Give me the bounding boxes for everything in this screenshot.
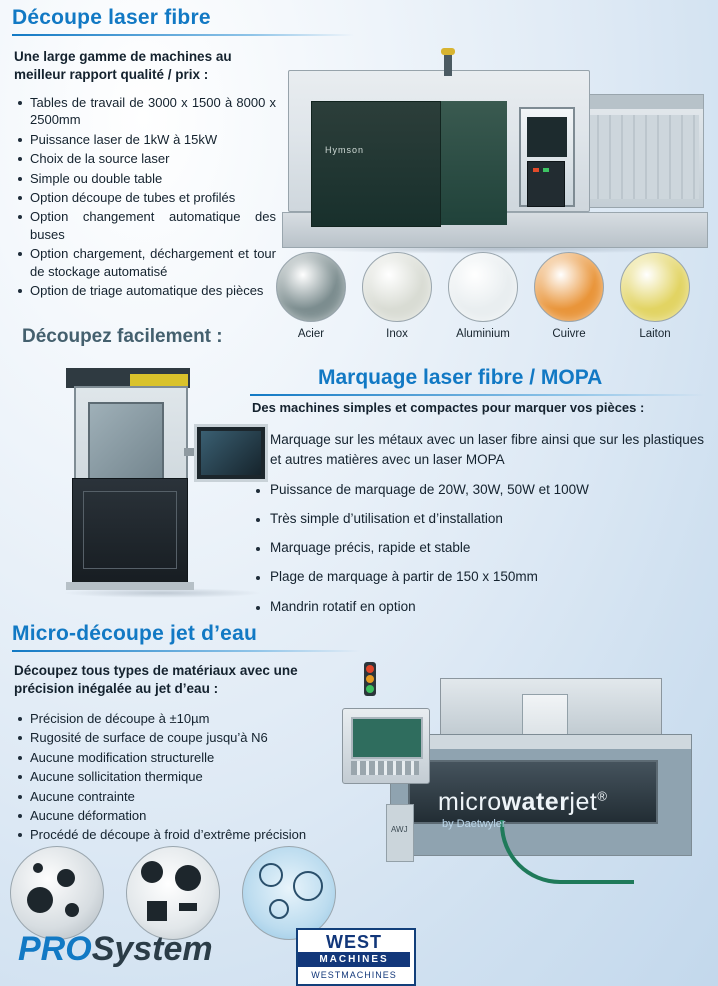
sample-hole [57,869,75,887]
machine-control-panel [527,161,565,207]
sample-pattern [147,901,167,921]
waterjet-side-unit [386,804,414,862]
machine-foot [66,582,194,590]
list-item: Rugosité de surface de coupe jusqu’à N6 [14,729,360,746]
list-item: Mandrin rotatif en option [252,597,704,617]
section-2-bullet-list [252,430,704,626]
status-led-red [533,168,539,172]
list-item: Option de triage automatique des pièces [14,282,276,299]
waterjet-hose [500,820,634,884]
sample-hole [27,887,53,913]
material-swatch [276,252,346,340]
material-label: Laiton [639,328,671,340]
material-label: Inox [386,328,408,340]
machine-body [288,70,590,212]
list-item: Option chargement, déchargement et tour de stockage automatisé [14,245,276,280]
list-item: Précision de découpe à ±10µm [14,710,360,727]
material-label: Cuivre [552,328,586,340]
list-item: Plage de marquage à partir de 150 x 150mm [252,567,704,587]
logo-part-micro: micro [438,788,502,816]
sample-disc-metal [10,846,104,940]
monitor [194,424,268,482]
side-unit-label: AWJ [391,825,408,834]
logo-part-water: water [501,788,570,816]
section-1-subtitle: Découpez facilement : [22,326,223,347]
material-label: Aluminium [456,328,510,340]
cabinet-door [83,491,177,569]
waterjet-brand-logo [438,788,607,817]
section-3-divider [12,650,360,652]
section-2-title: Marquage laser fibre / MOPA [318,366,603,389]
logo-part-jet: jet [569,788,598,816]
list-item: Choix de la source laser [14,150,276,167]
sample-pattern [141,861,163,883]
cnc-buttons [351,761,419,775]
list-item: Aucune contrainte [14,788,360,805]
material-swatch [620,252,690,340]
machine-dark-panel [311,101,441,227]
material-disc [362,252,432,322]
window-pane [527,117,567,157]
material-label: Acier [297,328,325,340]
signal-tower-icon [364,662,376,696]
cnc-control-unit [342,708,430,784]
section-2-lead: Des machines simples et compactes pour marquer vos pièces : [252,400,645,415]
list-item: Simple ou double table [14,170,276,187]
section-1-divider [12,34,354,36]
sample-pattern [269,899,289,919]
machine-signal-mast [444,54,452,76]
west-logo-line-1: WEST [326,932,382,952]
section-2-divider [250,394,706,396]
machine-enclosure-right [582,94,704,208]
enclosure-slats [587,115,699,199]
sample-pattern [175,865,201,891]
monitor-screen [201,431,261,475]
registered-mark: ® [597,788,608,804]
section-3-bullet-list [14,710,360,846]
signal-red [366,665,374,673]
status-led-green [543,168,549,172]
machine-dark-panel-2 [441,101,507,225]
west-logo-line-3: WESTMACHINES [311,970,397,980]
signal-orange [366,675,374,683]
west-machines-logo [296,928,416,986]
machine-brand-label: Hymson [325,145,365,155]
materials-swatch-row [276,252,702,350]
section-1-bullet-list [14,94,276,301]
list-item: Puissance de marquage de 20W, 30W, 50W et 100W [252,480,704,500]
company-logo [18,930,213,969]
section-3-lead: Découpez tous types de matériaux avec une précision inégalée au jet d’eau : [14,663,298,696]
list-item: Aucune sollicitation thermique [14,768,360,785]
material-swatch [448,252,518,340]
material-disc [448,252,518,322]
sample-disc-patterns [126,846,220,940]
section-1-lead: Une large gamme de machines au meilleur rapport qualité / prix : [14,49,232,82]
list-item: Option changement automatique des buses [14,208,276,243]
list-item: Procédé de découpe à froid d’extrême précision [14,826,360,843]
material-swatch [534,252,604,340]
signal-green [366,685,374,693]
list-item: Marquage précis, rapide et stable [252,538,704,558]
sample-pattern [293,871,323,901]
material-disc [620,252,690,322]
machine-cabinet [72,478,188,584]
section-1-title: Découpe laser fibre [12,6,211,29]
waterjet-brand-sub: by Daetwyler [442,818,506,830]
sample-hole [65,903,79,917]
material-swatch [362,252,432,340]
enclosure-top-bar [583,95,703,109]
sample-disc-micro-parts [242,846,336,940]
west-logo-line-2: MACHINES [298,952,410,967]
list-item: Option découpe de tubes et profilés [14,189,276,206]
list-item: Marquage sur les métaux avec un laser fibre ainsi que sur les plastiques et autres matières avec un laser MOPA [252,430,704,471]
material-disc [276,252,346,322]
laser-cutting-machine-photo [282,48,706,248]
list-item: Très simple d’utilisation et d’installation [252,509,704,529]
section-3-title: Micro-découpe jet d’eau [12,622,257,645]
logo-prefix: PRO [18,930,92,968]
material-disc [534,252,604,322]
sample-hole [33,863,43,873]
sample-pattern [179,903,197,911]
marking-machine-yellow-trim [130,374,188,386]
laser-marking-machine-photo [44,368,274,598]
list-item: Aucune déformation [14,807,360,824]
list-item: Aucune modification structurelle [14,749,360,766]
list-item: Puissance laser de 1kW à 15kW [14,131,276,148]
list-item: Tables de travail de 3000 x 1500 à 8000 x 2500mm [14,94,276,129]
waterjet-machine-photo [330,648,708,896]
sample-pattern [259,863,283,887]
logo-suffix: System [91,930,213,968]
cnc-screen [351,717,423,759]
